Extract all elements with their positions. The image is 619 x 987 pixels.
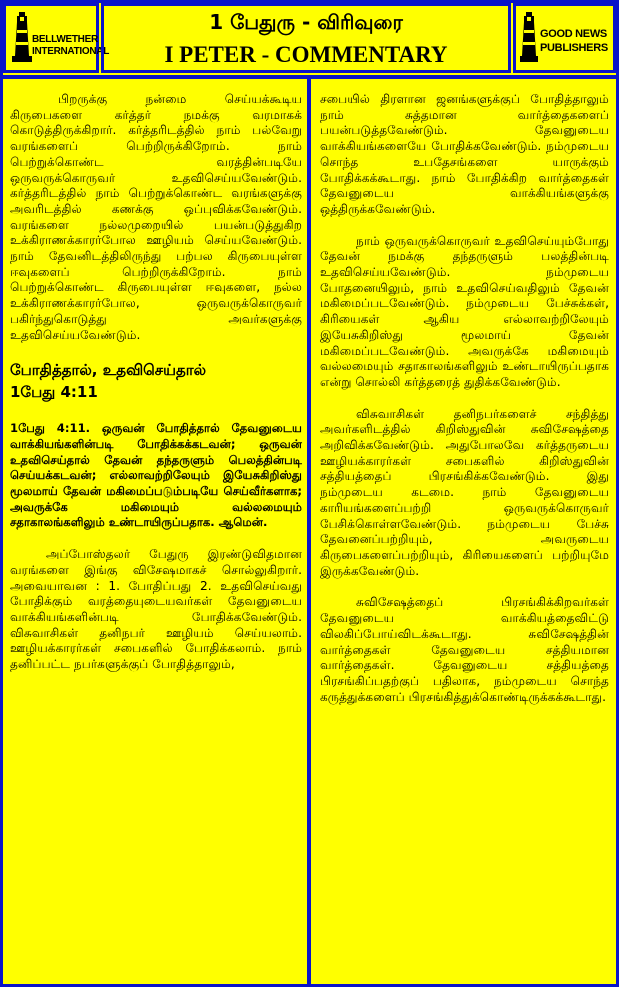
title-english: I PETER - COMMENTARY [164,42,448,67]
title-box [101,3,511,73]
right-column [320,84,609,721]
title-tamil: 1 பேதுரு - விரிவுரை [209,10,403,34]
commentary-paragraph: சுவிசேஷத்தைப் பிரசங்கிக்கிறவர்கள் தேவனுடைய வாக்கியத்தைவிட்டு விலகிப்போய்விடக்கூடாது. சுவிசேஷத்தின் வார்த்தைகள் தேவனுடைய சத்தியமான வார்த்தைகள். தேவனுடைய சத்தியத்தை பிரசங்கிப்பதற்குப் பதிலாக, நம்முடைய சொந்த கருத்துக்களைப் பிரசங்கித்துக்கொண்டிருக்கக்கூடாது. [320,595,609,704]
section-heading [10,359,302,403]
commentary-paragraph: நாம் ஒருவருக்கொருவர் உதவிசெய்யும்போது தேவன் நமக்கு தந்தருளும் பலத்தின்படி உதவிசெய்யவேண்டும். நம்முடைய போதனையிலும், நாம் உதவிசெய்வதிலும் தேவன் மகிமைப்படவேண்டும். நம்முடைய பேச்சுக்கள், கிரியைகள் ஆகிய எல்லாவற்றிலேயும் இயேசுகிறிஸ்து மூலமாய் தேவன் மகிமைப்படவேண்டும். அவருக்கே மகிமையும் வல்லமையும் சதாகாலங்களிலும் உண்டாயிருப்பதாக என்று சொல்லி கர்த்தரைத் துதிக்கவேண்டும். [320,233,609,389]
lighthouse-icon [12,12,32,66]
intro-paragraph: பிறருக்கு நன்மை செய்யக்கூடிய கிருபைகளை கர்த்தர் நமக்கு வரமாகக் கொடுத்திருக்கிறார். கர்த்தரிடத்தில் நாம் பல்வேறு வரங்களைப் பெற்றிருக்கிறோம். நாம் பெற்றுக்கொண்ட வரத்தின்படியே ஒருவருக்கொருவர் உதவிசெய்யவேண்டும். கர்த்தரிடத்தில் நாம் பெற்றுக்கொண்ட வரங்களுக்கு அவரிடத்தில் கணக்கு ஒப்புவிக்கவேண்டும். வரங்களை நல்லமுறையில் பயன்படுத்துகிற உக்கிராணக்காரர்போல ஊழியம் செய்யவேண்டும். நாம் தேவனிடத்திலிருந்து பற்பல கிருபையுள்ள ஈவுகளைப் பெற்றிருக்கிறோம். நாம் பெற்றுக்கொண்ட கிருபையுள்ள ஈவுகளை, நல்ல உக்கிராணக்காரர்போல, ஒருவருக்கொருவர் பகிர்ந்துகொடுத்து அவர்களுக்கு உதவிசெய்யவேண்டும். [10,92,302,342]
commentary-paragraph: சபையில் திரளான ஜனங்களுக்குப் போதித்தாலும் நாம் சுத்தமான வார்த்தைகளைப் பயன்படுத்தவேண்டும். தேவனுடைய வாக்கியங்களையே போதிக்கவேண்டும். நம்முடைய சொந்த உபதேசங்களை யாருக்கும் போதிக்கக்கூடாது. நாம் போதிக்கிற வார்த்தைகள் தேவனுடைய வாக்கியங்களுக்கு ஒத்திருக்கவேண்டும். [320,92,609,216]
logo-right-line2: PUBLISHERS [540,42,608,54]
scripture-verse: 1பேது 4:11. ஒருவன் போதித்தால் தேவனுடைய வாக்கியங்களின்படி போதிக்கக்கடவன்; ஒருவன் உதவிசெய்தால் தேவன் தந்தருளும் பெலத்தின்படி செய்யக்கடவன்; எல்லாவற்றிலேயும் இயேசுகிறிஸ்து மூலமாய் தேவன் மகிமைப்படும்படியே செய்வீர்களாக; அவருக்கே மகிமையும் வல்லமையும் சதாகாலங்களிலும் உண்டாயிருப்பதாக. ஆமென். [10,421,302,530]
section-heading-reference: 1பேது 4:11 [10,383,98,402]
logo-right-line1: GOOD NEWS [540,28,607,40]
publisher-logo-right [513,3,616,73]
left-column [10,84,302,689]
logo-left-line1: BELLWETHER [32,34,98,45]
logo-left-line2: INTERNATIONAL [32,46,110,57]
commentary-paragraph: அப்போஸ்தலர் பேதுரு இரண்டுவிதமான வரங்களை இங்கு விசேஷமாகச் சொல்லுகிறார். அவையாவன : 1. போதிப்பது 2. உதவிசெய்வது போதிக்கும் வரத்தையுடையவர்கள் தேவனுடைய வாக்கியங்களின்படி போதிக்கவேண்டும். விசுவாசிகள் தனிநபர் ஊழியம் செய்யலாம். ஊழியக்காரர்கள் சபைகளில் போதிக்கலாம். நாம் தனிப்பட்ட நபர்களுக்குப் போதித்தாலும், [10,547,302,672]
column-divider [307,75,311,987]
publisher-logo-left [3,3,110,73]
commentary-paragraph: விசுவாசிகள் தனிநபர்களைச் சந்தித்து அவர்களிடத்தில் கிறிஸ்துவின் சுவிசேஷத்தை அறிவிக்கவேண்டும். அதுபோலவே கர்த்தருடைய ஊழியக்காரர்கள் சபைகளில் கிறிஸ்துவின் சத்தியத்தைப் பிரசங்கிக்கவேண்டும். இது நம்முடைய கடமை. நாம் தேவனுடைய காரியங்களைப்பற்றி ஒருவருக்கொருவர் பேசிக்கொள்ளவேண்டும். நம்முடைய பேச்சு தேவனைப்பற்றியும், அவருடைய கிருபைகளைப்பற்றியும், கிரியைகளைப் பற்றியுமே இருக்கவேண்டும். [320,406,609,578]
section-heading-title: போதித்தால், உதவிசெய்தால் [10,361,207,380]
lighthouse-icon [520,12,538,66]
page-header [0,0,619,75]
